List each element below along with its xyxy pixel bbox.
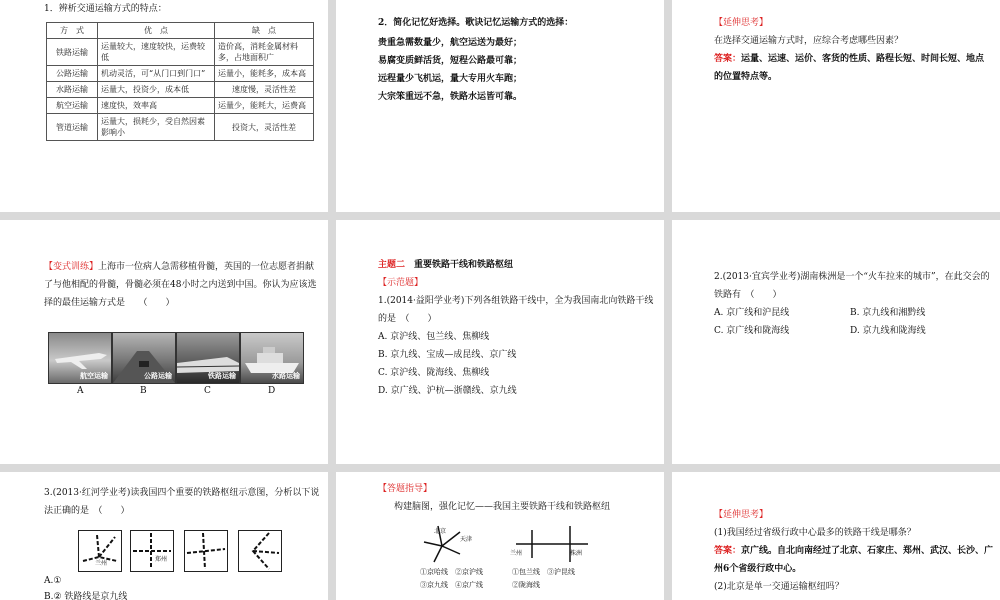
- mnemonic-line: 远程量少飞机运，量大专用火车跑；: [378, 74, 523, 84]
- airplane-photo: [48, 332, 112, 384]
- option-item[interactable]: C. 京广线和陇海线: [714, 326, 790, 336]
- option-item[interactable]: C. 京沪线、陇海线、焦柳线: [378, 368, 490, 378]
- transport-table: [46, 22, 314, 141]
- slide-5: [336, 220, 664, 464]
- highway-photo: [112, 332, 176, 384]
- variant-training: [44, 258, 320, 312]
- map-label: 株洲: [570, 550, 583, 557]
- slide-6: [672, 220, 1000, 464]
- extend-think-tag: 【延伸思考】: [714, 18, 769, 28]
- question-text: 1.(2014·益阳学业考)下列各组铁路干线中，全为我国南北向铁路干线的是 （ ）: [378, 296, 654, 324]
- legend-right: [512, 566, 575, 592]
- junction-label: 兰州: [95, 560, 108, 567]
- guide-tag: 【答题指导】: [378, 484, 433, 494]
- mnemonic-line: 贵重急需数量少，航空运送为最好；: [378, 38, 523, 48]
- option-item[interactable]: A.①: [44, 576, 62, 586]
- answer-label: 答案：: [714, 54, 742, 64]
- table-row: [47, 39, 314, 66]
- option-label[interactable]: B: [140, 386, 147, 396]
- option-item[interactable]: D. 京九线和陇海线: [850, 326, 926, 336]
- table-cell: 管道运输: [47, 114, 98, 141]
- table-cell: 速度慢，灵活性差: [215, 82, 314, 98]
- photo-caption: 铁路运输: [208, 372, 236, 380]
- ship-photo: [240, 332, 304, 384]
- legend-item: ②京沪线: [455, 568, 483, 576]
- legend-item: ③京九线: [420, 581, 448, 589]
- slide-7: [0, 472, 328, 600]
- option-item[interactable]: B. 京九线和湘黔线: [850, 308, 926, 318]
- train-photo: [176, 332, 240, 384]
- question-text: 2.(2013·宜宾学业考)湖南株洲是一个“火车拉来的城市”，在此交会的铁路有 （ ）: [714, 272, 990, 300]
- slide-9: [672, 472, 1000, 600]
- table-cell: 航空运输: [47, 98, 98, 114]
- answer-text: 运量、运速、运价、客货的性质、路程长短、时间长短、地点的位置特点等。: [714, 54, 985, 82]
- north-rail-map: [420, 524, 490, 564]
- table-header: 方 式: [47, 23, 98, 39]
- option-label[interactable]: A: [77, 386, 84, 396]
- variant-tag: 【变式训练】: [44, 262, 99, 272]
- rail-junction-icon: [131, 531, 173, 571]
- extend-think-tag: 【延伸思考】: [714, 510, 769, 520]
- table-cell: 运量小，能耗多，成本高: [215, 66, 314, 82]
- table-header: 缺 点: [215, 23, 314, 39]
- guide-text: 构建脑图，强化记忆——我国主要铁路干线和铁路枢纽: [394, 502, 611, 512]
- table-cell: 运量大，损耗少，受自然因素影响小: [98, 114, 215, 141]
- variant-text: 上海市一位病人急需移植骨髓，英国的一位志愿者捐献了与他相配的骨髓，骨髓必须在48小时之内送到中国。你认为应该选择的最佳运输方式是 （ ）: [44, 262, 317, 308]
- rail-junction-icon: [239, 531, 281, 571]
- example-tag: 【示范题】: [378, 278, 424, 288]
- table-cell: 机动灵活，可“从门口到门口”: [98, 66, 215, 82]
- map-label: 天津: [460, 536, 473, 543]
- table-cell: 速度快，效率高: [98, 98, 215, 114]
- legend-item: ①京哈线: [420, 568, 448, 576]
- question-text: 3.(2013·红河学业考)读我国四个重要的铁路枢纽示意图，分析以下说法正确的是 （ ）: [44, 488, 320, 516]
- slide-1: [0, 0, 328, 212]
- option-label[interactable]: D: [268, 386, 276, 396]
- table-row: [47, 82, 314, 98]
- table-cell: 投资大，灵活性差: [215, 114, 314, 141]
- option-item[interactable]: B. 京九线、宝成—成昆线、京广线: [378, 350, 517, 360]
- table-cell: 运量较大，速度较快，运费较低: [98, 39, 215, 66]
- legend-item: ②陇海线: [512, 581, 540, 589]
- map-label: 兰州: [510, 550, 523, 557]
- rail-junction-icon: [185, 531, 227, 571]
- map-label: 北京: [434, 528, 447, 535]
- photo-caption: 水路运输: [272, 372, 300, 380]
- mnemonic-line: 易腐变质鲜活货，短程公路最可靠；: [378, 56, 523, 66]
- option-item[interactable]: A. 京广线和沪昆线: [714, 308, 790, 318]
- table-cell: 水路运输: [47, 82, 98, 98]
- slide2-heading: 2．简化记忆好选择。歌诀记忆运输方式的选择：: [378, 18, 574, 28]
- junction-diagram: [184, 530, 228, 572]
- option-label[interactable]: C: [204, 386, 211, 396]
- table-header-row: [47, 23, 314, 39]
- table-cell: 造价高，消耗金属材料多，占地面积广: [215, 39, 314, 66]
- photo-caption: 航空运输: [80, 372, 108, 380]
- legend-item: ①包兰线: [512, 568, 540, 576]
- legend-item: ③沪昆线: [547, 568, 575, 576]
- table-row: [47, 98, 314, 114]
- table-header: 优 点: [98, 23, 215, 39]
- topic-title: 重要铁路干线和铁路枢纽: [414, 260, 514, 270]
- slide-8: [336, 472, 664, 600]
- answer-block: [714, 50, 992, 86]
- table-cell: 公路运输: [47, 66, 98, 82]
- table-cell: 运量少，能耗大，运费高: [215, 98, 314, 114]
- table-cell: 运量大，投资少，成本低: [98, 82, 215, 98]
- junction-diagram: [78, 530, 122, 572]
- junction-diagram: [238, 530, 282, 572]
- legend-left: [420, 566, 483, 592]
- slide-2: [336, 0, 664, 212]
- mnemonic-line: 大宗笨重远不急，铁路水运皆可靠。: [378, 92, 523, 102]
- answer-label: 答案：: [714, 546, 742, 556]
- legend-item: ④京广线: [455, 581, 483, 589]
- junction-diagram: [130, 530, 174, 572]
- photo-caption: 公路运输: [144, 372, 172, 380]
- question-text: 在选择交通运输方式时，应综合考虑哪些因素？: [714, 36, 904, 46]
- central-rail-map: [512, 524, 592, 564]
- slide-4: [0, 220, 328, 464]
- junction-label: 郑州: [155, 556, 168, 563]
- slide1-heading: 1．辨析交通运输方式的特点：: [44, 4, 167, 14]
- table-cell: 铁路运输: [47, 39, 98, 66]
- slide-3: [672, 0, 1000, 212]
- question-text: (2)北京是单一交通运输枢纽吗？: [714, 582, 844, 592]
- topic-number: 主题二: [378, 260, 406, 270]
- topic-heading: [378, 256, 513, 274]
- option-item[interactable]: D. 京广线、沪杭—浙赣线、京九线: [378, 386, 517, 396]
- table-row: [47, 66, 314, 82]
- option-item[interactable]: A. 京沪线、包兰线、焦柳线: [378, 332, 490, 342]
- question-text: (1)我国经过省级行政中心最多的铁路干线是哪条？: [714, 528, 916, 538]
- table-row: [47, 114, 314, 141]
- answer-text: 京广线。自北向南经过了北京、石家庄、郑州、武汉、长沙、广州6个省级行政中心。: [714, 546, 994, 574]
- option-item[interactable]: B.② 铁路线是京九线: [44, 592, 128, 600]
- answer-block: [714, 542, 994, 578]
